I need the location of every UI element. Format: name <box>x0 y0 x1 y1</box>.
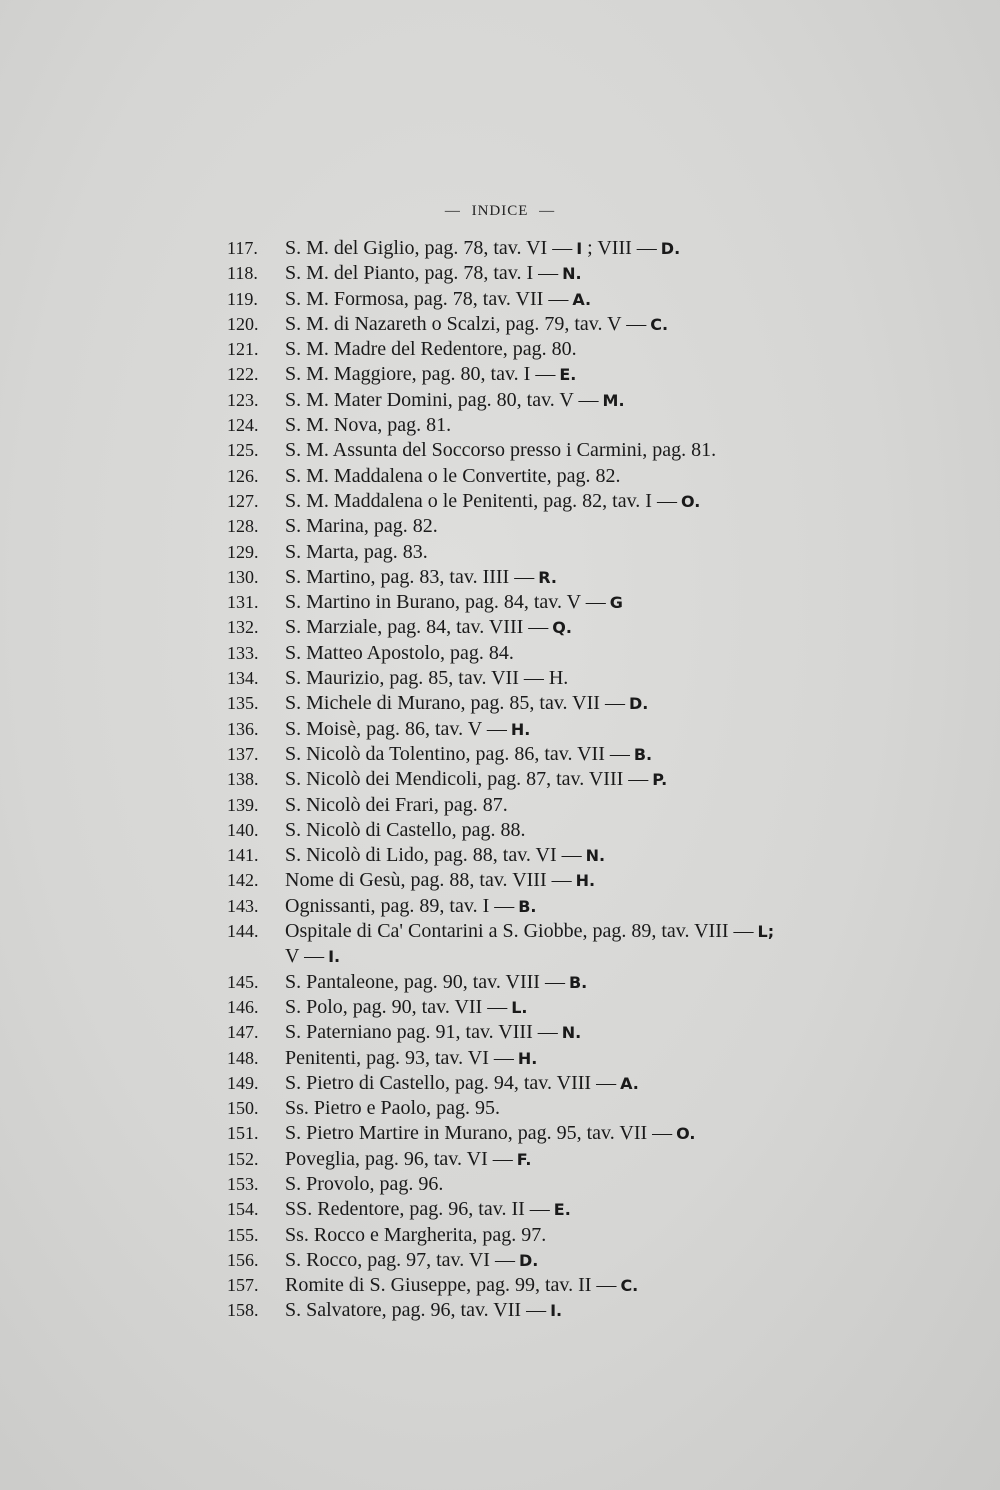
entry-plate-letter: N. <box>585 846 606 866</box>
entry-number: 138. <box>227 769 259 790</box>
entry-number: 139. <box>227 794 259 815</box>
entry-text: S. M. Madre del Redentore, pag. 80. <box>285 338 577 361</box>
entry-number: 133. <box>227 642 259 663</box>
index-entry <box>227 236 887 261</box>
index-entry <box>227 1020 887 1045</box>
entry-number: 151. <box>227 1123 259 1144</box>
index-entry <box>227 261 887 286</box>
entry-plate-letter: C. <box>620 1276 639 1296</box>
entry-number: 156. <box>227 1249 259 1270</box>
entry-number: 144. <box>227 921 259 942</box>
entry-number: 157. <box>227 1275 259 1296</box>
entry-number: 135. <box>227 693 259 714</box>
entry-text: S. Matteo Apostolo, pag. 84. <box>285 641 514 664</box>
entry-text: S. Polo, pag. 90, tav. VII — <box>285 995 508 1018</box>
entry-number: 153. <box>227 1173 259 1194</box>
entry-text: S. Nicolò da Tolentino, pag. 86, tav. VII — <box>285 742 630 765</box>
entry-text: S. Pietro di Castello, pag. 94, tav. VIII — <box>285 1071 617 1094</box>
entry-text: S. M. Mater Domini, pag. 80, tav. V — <box>285 388 599 411</box>
entry-text: S. Moisè, pag. 86, tav. V — <box>285 717 507 740</box>
entry-number: 136. <box>227 718 259 739</box>
entry-continuation <box>285 944 887 969</box>
entry-number: 118. <box>227 263 258 284</box>
index-entry <box>227 413 887 438</box>
index-entry <box>227 590 887 615</box>
entry-number: 145. <box>227 971 259 992</box>
entry-text: S. Nicolò di Castello, pag. 88. <box>285 818 526 841</box>
index-entry <box>227 1197 887 1222</box>
entry-plate-letter: R. <box>538 567 557 587</box>
index-entry <box>227 1273 887 1298</box>
entry-number: 154. <box>227 1199 259 1220</box>
entry-text: Penitenti, pag. 93, tav. VI — <box>285 1046 514 1069</box>
index-entry <box>227 717 887 742</box>
index-entry <box>227 995 887 1020</box>
entry-text: Ognissanti, pag. 89, tav. I — <box>285 894 515 917</box>
index-entry <box>227 1248 887 1273</box>
entry-text: S. M. del Giglio, pag. 78, tav. VI — <box>285 237 573 259</box>
index-entry <box>227 793 887 818</box>
index-entry <box>227 767 887 792</box>
entry-plate-letter: I <box>576 239 583 258</box>
entry-number: 140. <box>227 819 259 840</box>
index-entry <box>227 1147 887 1172</box>
entry-number: 132. <box>227 617 259 638</box>
entry-text: Ospitale di Ca' Contarini a S. Giobbe, pag. 89, tav. VIII — <box>285 920 754 943</box>
entry-plate-letter: F. <box>516 1149 532 1169</box>
index-entry <box>227 894 887 919</box>
entry-number: 131. <box>227 592 259 613</box>
entry-text: S. Paterniano pag. 91, tav. VIII — <box>285 1021 558 1044</box>
entry-number: 126. <box>227 465 259 486</box>
index-entry <box>227 1046 887 1071</box>
index-entry <box>227 843 887 868</box>
entry-text: S. Marina, pag. 82. <box>285 515 438 538</box>
entry-plate-letter: B. <box>518 896 537 916</box>
entry-plate-letter: M. <box>602 390 625 410</box>
entry-text: Romite di S. Giuseppe, pag. 99, tav. II — <box>285 1274 617 1297</box>
index-entry <box>227 919 887 970</box>
entry-number: 141. <box>227 845 259 866</box>
entry-text: S. Martino, pag. 83, tav. IIII — <box>285 565 535 588</box>
entry-plate-letter: E. <box>553 1200 571 1220</box>
entry-continuation-text: V — <box>285 945 325 968</box>
entry-text: S. M. di Nazareth o Scalzi, pag. 79, tav. V — <box>285 312 647 335</box>
index-entry <box>227 489 887 514</box>
entry-plate-letter: I. <box>328 947 341 967</box>
entry-text: S. M. Nova, pag. 81. <box>285 414 452 437</box>
entry-number: 124. <box>227 415 259 436</box>
entry-plate-letter: B. <box>568 972 588 992</box>
entry-plate-letter: N. <box>562 264 582 284</box>
entry-text: Ss. Rocco e Margherita, pag. 97. <box>285 1223 547 1246</box>
entry-text: S. Pantaleone, pag. 90, tav. VIII — <box>285 970 565 993</box>
entry-text: S. M. Assunta del Soccorso presso i Carmini, pag. 81. <box>285 439 717 462</box>
entry-plate-letter: H. <box>575 871 596 891</box>
index-entry <box>227 464 887 489</box>
entry-text: S. Marziale, pag. 84, tav. VIII — <box>285 616 549 639</box>
index-entry <box>227 362 887 387</box>
entry-text: S. Nicolò dei Mendicoli, pag. 87, tav. VIII — <box>285 768 649 791</box>
index-entry <box>227 641 887 666</box>
entry-text: S. Martino in Burano, pag. 84, tav. V — <box>285 591 606 614</box>
entry-text: S. M. del Pianto, pag. 78, tav. I — <box>285 262 559 285</box>
entry-number: 134. <box>227 668 259 689</box>
entry-text: S. M. Maddalena o le Convertite, pag. 82. <box>285 464 621 487</box>
header-title: INDICE <box>471 203 529 219</box>
entry-number: 129. <box>227 541 259 562</box>
entry-number: 119. <box>227 288 258 309</box>
index-entry <box>227 514 887 539</box>
entry-text: S. M. Maggiore, pag. 80, tav. I — <box>285 363 556 386</box>
entry-text: Poveglia, pag. 96, tav. VI — <box>285 1147 513 1170</box>
header-dash-left: — <box>444 203 461 219</box>
index-entry <box>227 438 887 463</box>
index-entry <box>227 1121 887 1146</box>
entry-plate-letter: O. <box>676 1124 696 1144</box>
entry-number: 146. <box>227 996 259 1017</box>
entry-text: SS. Redentore, pag. 96, tav. II — <box>285 1198 550 1221</box>
entry-number: 149. <box>227 1072 259 1093</box>
entry-number: 123. <box>227 389 259 410</box>
entry-number: 130. <box>227 566 259 587</box>
entry-text: S. Nicolò di Lido, pag. 88, tav. VI — <box>285 844 582 867</box>
entry-text: S. M. Maddalena o le Penitenti, pag. 82, tav. I — <box>285 489 677 512</box>
index-entry <box>227 742 887 767</box>
index-entry <box>227 1096 887 1121</box>
entry-plate-letter: N. <box>561 1023 582 1043</box>
entry-plate-letter: D. <box>628 694 649 714</box>
index-entry <box>227 1223 887 1248</box>
entry-text: S. Nicolò dei Frari, pag. 87. <box>285 793 508 816</box>
index-entry <box>227 615 887 640</box>
entry-plate-letter: L; <box>757 922 775 942</box>
entry-plate-letter: E. <box>559 365 577 385</box>
entry-number: 121. <box>227 339 259 360</box>
entry-text: S. Rocco, pag. 97, tav. VI — <box>285 1248 515 1271</box>
entry-plate-letter: O. <box>680 491 701 511</box>
entry-text: S. M. Formosa, pag. 78, tav. VII — <box>285 287 569 310</box>
entry-text: Ss. Pietro e Paolo, pag. 95. <box>285 1097 500 1120</box>
entry-number: 148. <box>227 1047 259 1068</box>
entry-plate-letter: Q. <box>552 618 572 638</box>
index-entry <box>227 1298 887 1323</box>
entry-number: 150. <box>227 1098 259 1119</box>
entry-text: S. Michele di Murano, pag. 85, tav. VII — <box>285 692 625 715</box>
index-entry <box>227 337 887 362</box>
entry-number: 127. <box>227 490 259 511</box>
entry-plate-letter: B. <box>633 744 653 764</box>
index-entry <box>227 388 887 413</box>
entry-number: 152. <box>227 1148 259 1169</box>
index-entry <box>227 565 887 590</box>
entry-plate-letter: A. <box>620 1073 639 1093</box>
entry-plate-letter: I. <box>550 1301 563 1321</box>
entry-number: 142. <box>227 870 259 891</box>
header-dash-right: — <box>539 203 556 219</box>
entry-number: 158. <box>227 1300 259 1321</box>
entry-extra-text: ; VIII — <box>587 237 657 259</box>
index-entry <box>227 540 887 565</box>
entry-number: 147. <box>227 1022 259 1043</box>
entry-number: 137. <box>227 743 259 764</box>
index-entry <box>227 868 887 893</box>
entry-plate-letter: L. <box>511 997 528 1017</box>
entry-number: 128. <box>227 516 259 537</box>
entry-number: 143. <box>227 895 259 916</box>
entry-text: S. Marta, pag. 83. <box>285 540 428 563</box>
running-header <box>0 203 1000 220</box>
index-entry <box>227 666 887 691</box>
entry-text: S. Pietro Martire in Murano, pag. 95, tav. VII — <box>285 1122 673 1145</box>
entry-plate-letter: D. <box>660 239 681 258</box>
entry-plate-letter: C. <box>650 314 669 334</box>
index-entry <box>227 1172 887 1197</box>
entry-plate-letter: G <box>609 593 623 613</box>
entry-number: 122. <box>227 364 259 385</box>
index-list <box>227 236 887 1324</box>
entry-text: S. Provolo, pag. 96. <box>285 1172 444 1195</box>
entry-plate-letter: D. <box>518 1250 539 1270</box>
index-entry <box>227 312 887 337</box>
entry-plate-letter: H. <box>510 719 531 739</box>
index-entry <box>227 970 887 995</box>
entry-plate-letter: A. <box>572 289 592 309</box>
index-entry <box>227 1071 887 1096</box>
entry-plate-letter: H. <box>517 1048 538 1068</box>
entry-text: S. Salvatore, pag. 96, tav. VII — <box>285 1299 547 1322</box>
index-entry <box>227 691 887 716</box>
entry-plate-letter: P. <box>652 770 668 790</box>
entry-number: 125. <box>227 440 259 461</box>
entry-number: 117. <box>227 238 258 258</box>
entry-number: 155. <box>227 1224 259 1245</box>
entry-text: Nome di Gesù, pag. 88, tav. VIII — <box>285 869 572 892</box>
index-entry <box>227 287 887 312</box>
index-entry <box>227 818 887 843</box>
entry-number: 120. <box>227 313 259 334</box>
entry-text: S. Maurizio, pag. 85, tav. VII — H. <box>285 667 569 690</box>
